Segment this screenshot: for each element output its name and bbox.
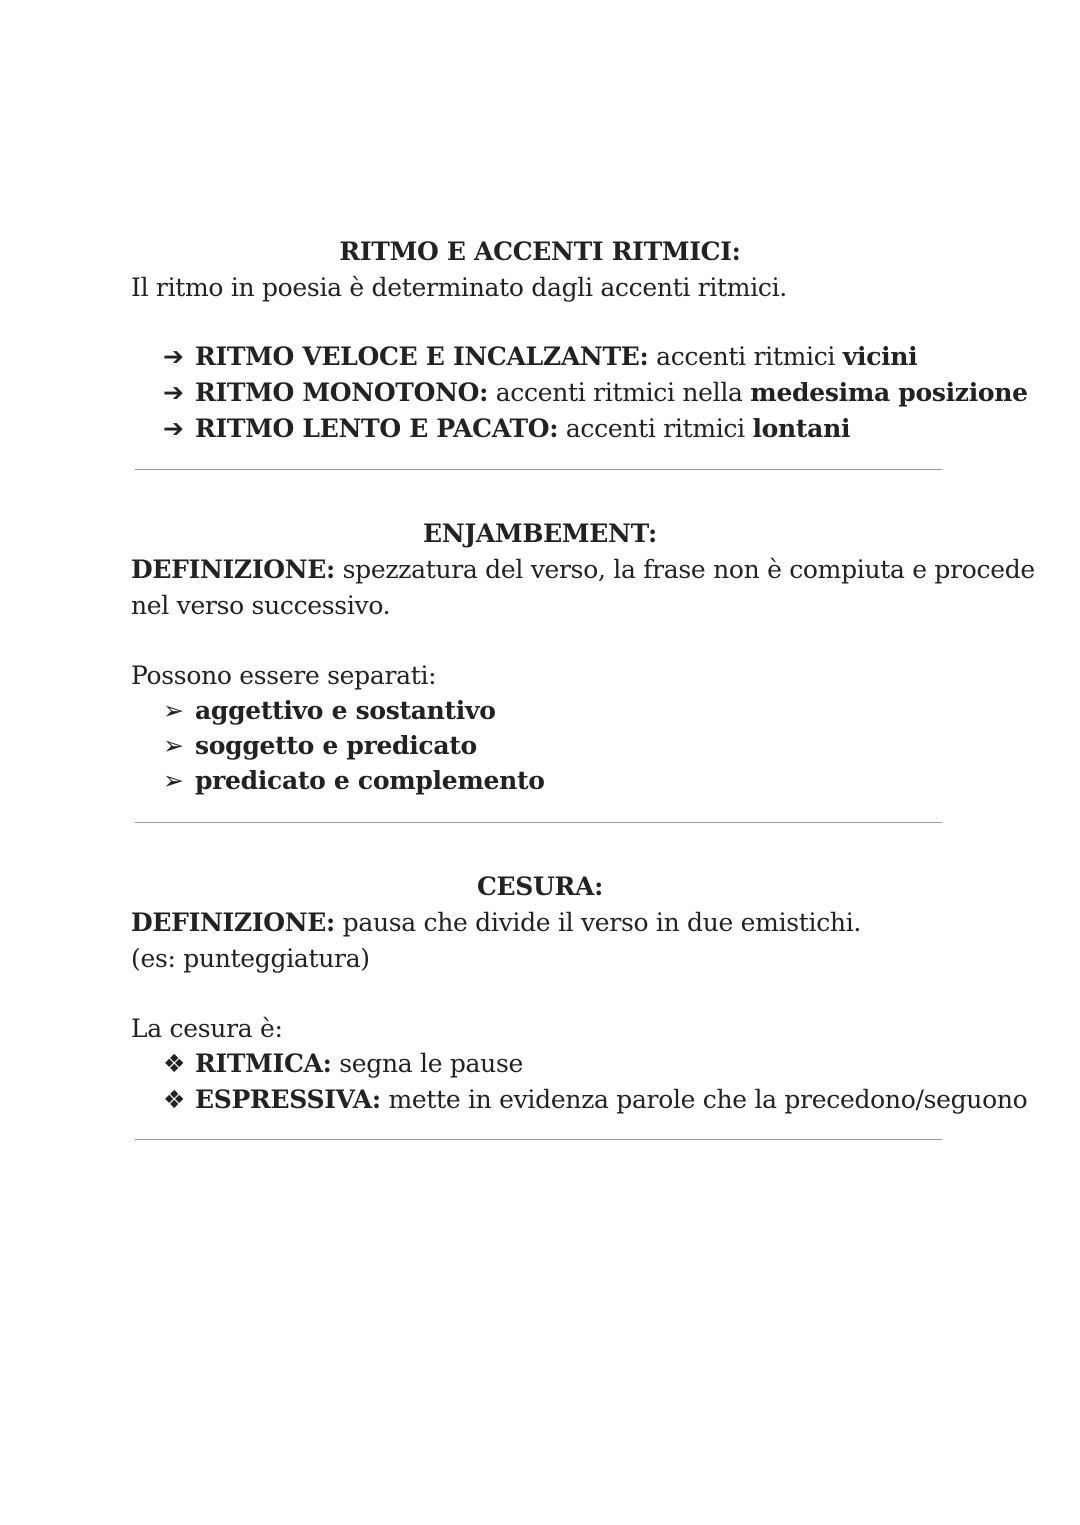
enjambement-list-intro: Possono essere separati: — [131, 661, 437, 690]
list-item — [163, 766, 545, 795]
arrowhead-icon: ➢ — [163, 696, 184, 725]
cesura-list-intro: La cesura è: — [131, 1014, 283, 1043]
item-text: segna le pause — [339, 1049, 523, 1078]
list-item — [163, 378, 1028, 407]
diamond-icon: ❖ — [163, 1049, 186, 1078]
section-title-ritmo: RITMO E ACCENTI RITMICI: — [339, 237, 741, 266]
definition-label: DEFINIZIONE: — [131, 908, 335, 937]
item-label: RITMO VELOCE E INCALZANTE: — [195, 342, 649, 371]
cesura-example: (es: punteggiatura) — [131, 944, 370, 973]
item-text: accenti ritmici — [565, 414, 745, 443]
section-divider — [135, 469, 942, 470]
item-emphasis: vicini — [842, 342, 918, 371]
definition-label: DEFINIZIONE: — [131, 555, 335, 584]
list-item — [163, 414, 850, 443]
item-emphasis: medesima posizione — [750, 378, 1028, 407]
item-text: accenti ritmici — [656, 342, 836, 371]
list-item — [163, 731, 477, 760]
definition-text: spezzatura del verso, la frase non è compiuta e procede — [342, 555, 1035, 584]
arrow-icon: ➔ — [163, 378, 184, 407]
item-label: RITMO LENTO E PACATO: — [195, 414, 559, 443]
enjambement-definition-cont: nel verso successivo. — [131, 591, 391, 620]
section-title-cesura: CESURA: — [476, 872, 604, 901]
item-label: RITMICA: — [195, 1049, 332, 1078]
definition-text: pausa che divide il verso in due emistichi. — [342, 908, 862, 937]
list-item — [163, 342, 917, 371]
section-title-enjambement: ENJAMBEMENT: — [423, 519, 657, 548]
item-text: accenti ritmici nella — [495, 378, 743, 407]
cesura-definition — [131, 908, 861, 937]
item-text: mette in evidenza parole che la precedono/seguono — [388, 1085, 1028, 1114]
item-label: aggettivo e sostantivo — [195, 696, 496, 725]
arrow-icon: ➔ — [163, 414, 184, 443]
diamond-icon: ❖ — [163, 1085, 186, 1114]
item-label: ESPRESSIVA: — [195, 1085, 381, 1114]
arrowhead-icon: ➢ — [163, 766, 184, 795]
item-emphasis: lontani — [752, 414, 851, 443]
enjambement-definition — [131, 555, 1035, 584]
item-label: predicato e complemento — [195, 766, 545, 795]
item-label: soggetto e predicato — [195, 731, 477, 760]
ritmo-intro: Il ritmo in poesia è determinato dagli accenti ritmici. — [131, 273, 787, 302]
section-divider — [135, 1139, 942, 1140]
list-item — [163, 696, 496, 725]
list-item — [163, 1085, 1027, 1114]
item-label: RITMO MONOTONO: — [195, 378, 489, 407]
arrow-icon: ➔ — [163, 342, 184, 371]
list-item — [163, 1049, 523, 1078]
arrowhead-icon: ➢ — [163, 731, 184, 760]
section-divider — [135, 822, 942, 823]
